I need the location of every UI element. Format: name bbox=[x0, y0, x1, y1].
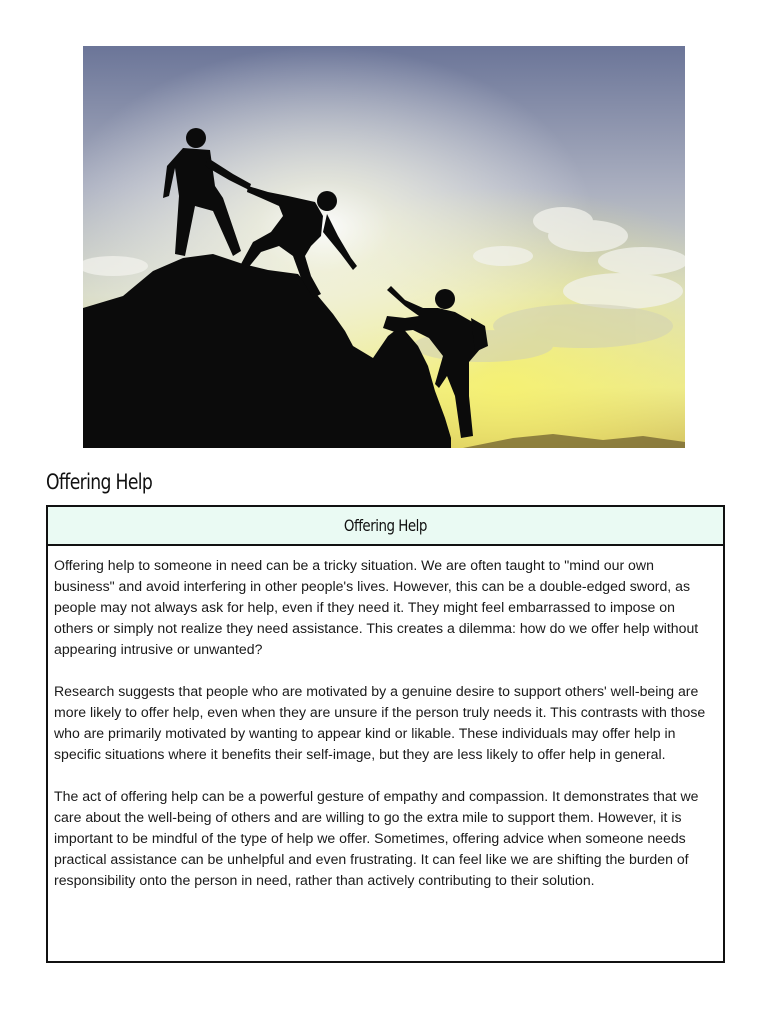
content-card bbox=[46, 505, 725, 963]
climbers-silhouette-illustration bbox=[83, 46, 685, 448]
card-header-title: Offering Help bbox=[343, 516, 427, 535]
paragraph-2: Research suggests that people who are motivated by a genuine desire to support others' well-being are more likely to offer help, even when they are unsure if the person truly needs it. This contrasts with those who are primarily motivated by wanting to appear kind or likable. These individuals may offer help in specific situations where it benefits their self-image, but they are less likely to offer help in general. bbox=[54, 683, 706, 762]
card-body bbox=[48, 546, 723, 891]
paragraph-1: Offering help to someone in need can be a tricky situation. We are often taught to "mind our own business" and avoid interfering in other people's lives. However, this can be a double-edged sword, as people may not always ask for help, even if they need it. They might feel embarrassed to impose on others or simply not realize they need assistance. This creates a dilemma: how do we offer help without appearing intrusive or unwanted? bbox=[54, 557, 699, 657]
page-title: Offering Help bbox=[46, 470, 153, 494]
card-header bbox=[48, 507, 723, 546]
paragraph-3: The act of offering help can be a powerful gesture of empathy and compassion. It demonstrates that we care about the well-being of others and are willing to go the extra mile to support them. However, it is important to be mindful of the type of help we offer. Sometimes, offering advice when someone needs practical assistance can be unhelpful and even frustrating. It can feel like we are shifting the burden of responsibility onto the person in need, rather than actively contributing to their solution. bbox=[54, 788, 699, 888]
hero-image bbox=[83, 46, 685, 448]
